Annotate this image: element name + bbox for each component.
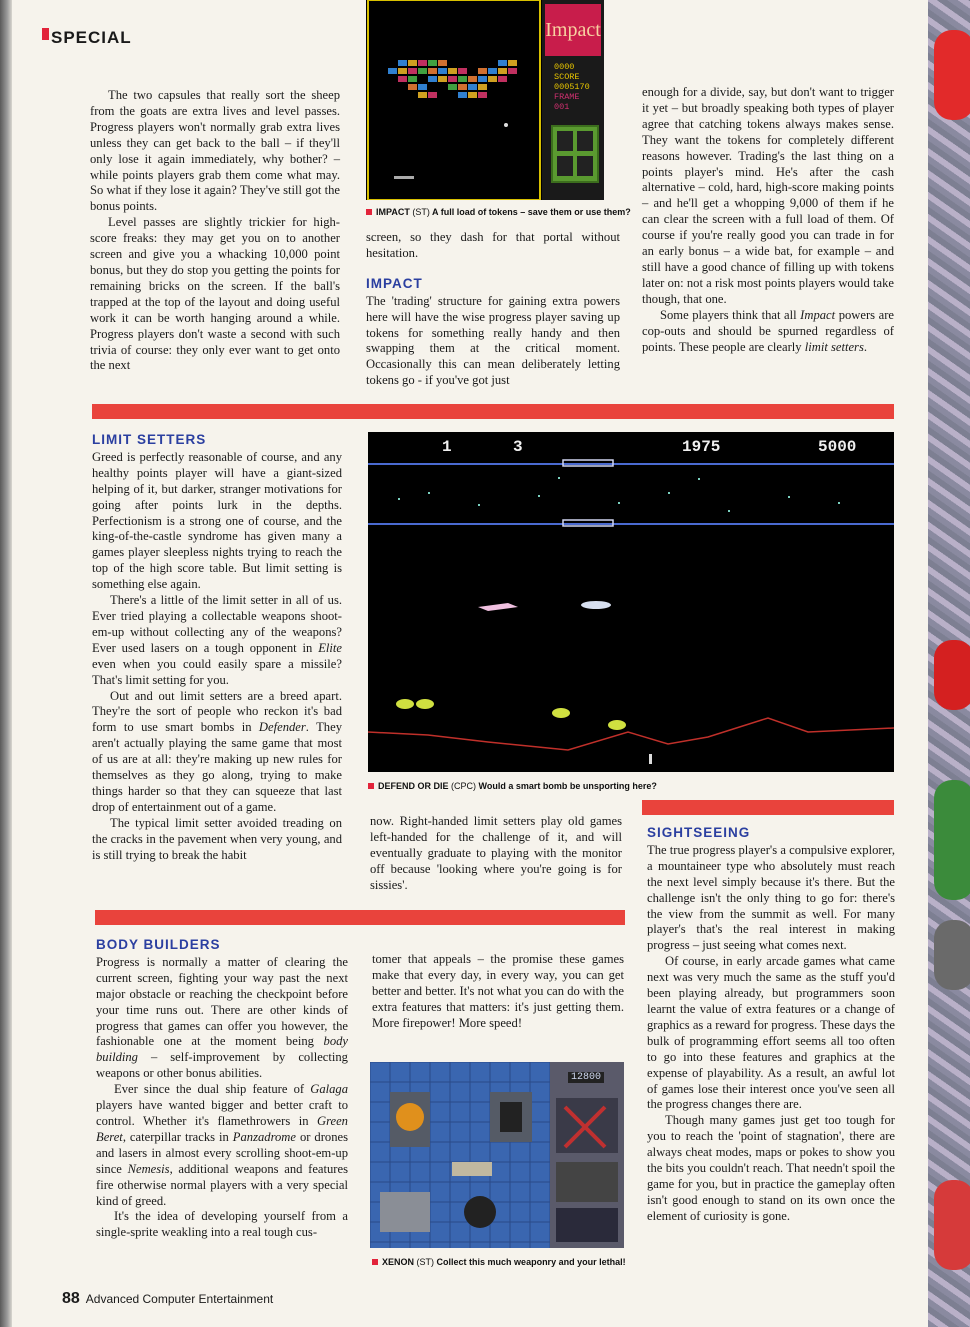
column-limit-setters xyxy=(92,432,342,863)
hud-bombs: 3 xyxy=(513,438,523,456)
column-sightseeing xyxy=(647,825,895,1225)
paragraph: Out and out limit setters are a breed apart. They're the sort of people who reckon it's bad form to use smart bombs in Defender. They aren't actually playing the same game that most of us are at all: they're making up new rules for themselves as they go along, trying to make things harder so that they can squeeze that last drop of entertainment out of a game. xyxy=(92,688,342,814)
paragraph: Level passes are slightly trickier for high-score freaks: they may get you on to another screen and give you a whacking 10,000 point bonus, but they do stop you getting the points for remaining bricks on the screen. If the ball's trapped at the top of the layout and doing useful work it can be worth hanging around a while. Progress players don't waste a second with such trivia of course: they only ever want to get onto the next xyxy=(90,215,340,373)
xenon-score: 12800 xyxy=(568,1072,604,1083)
paragraph: Some players think that all Impact powers are cop-outs and should be spurned regardless of points. These people are clearly limit setters. xyxy=(642,307,894,354)
score-value: 0005170 xyxy=(554,82,590,92)
xenon-caption: XENON (ST) Collect this much weaponry and your lethal! xyxy=(372,1257,626,1267)
paragraph: Progress is normally a matter of clearing the current screen, fighting your way past the next major obstacle or reaching the checkpoint before your time runs out. There are other kinds of progress that games can offer you however, the fashionable one at the moment being body building – self-improvement by collecting weapons or other bonus abilities. xyxy=(96,954,348,1081)
lives-indicator: 0000 xyxy=(554,62,575,72)
defend-or-die-screenshot xyxy=(368,432,894,772)
paragraph: The true progress player's a compulsive explorer, a mountaineer type who absolutely must reach the next level simply because it's there. But the challenge isn't the only thing to go for: there's the view from the summit as well. For many player's that's the real interest in making progress – just seeing what comes next. xyxy=(647,842,895,953)
column-1-top xyxy=(90,88,340,374)
paragraph: The two capsules that really sort the sheep from the goats are extra lives and level passes. Progress players won't normally grab extra lives unless they can get back to the ball – if they'll only lose it again immediately, why bother? – while points players grab them come what may. So what if they lose it again? They've still got the bonus points. xyxy=(90,88,340,214)
paragraph: The typical limit setter avoided treading on the cracks in the pavement when very young, and is still trying to break the habit xyxy=(92,815,342,862)
frame-value: 001 xyxy=(554,102,570,112)
paragraph: Though many games just get too tough for you to reach the 'point of stagnation', there are always cheat modes, maps or pokes to show you the bits you couldn't reach. That needn't spoil the game for you, but in practice the gameplay often isn't good enough to stand on its own once the element of curiosity is gone. xyxy=(647,1113,895,1223)
page-footer xyxy=(62,1290,273,1308)
column-3-top xyxy=(642,85,894,355)
impact-caption: IMPACT (ST) A full load of tokens – save them or use them? xyxy=(366,207,631,217)
hud-high-score: 5000 xyxy=(818,438,857,456)
paragraph: The 'trading' structure for gaining extra powers here will have the wise progress player saving up tokens for something really handy and then swapping them at the critical moment. Occasionally this can mean deliberately letting tokens go - if you've got just xyxy=(366,293,620,388)
impact-screenshot xyxy=(366,0,604,200)
column-2-bottom xyxy=(372,952,624,1032)
page-number: 88 xyxy=(62,1290,80,1307)
score-label: SCORE xyxy=(554,72,580,82)
column-2-middle xyxy=(370,814,622,894)
heading-impact: IMPACT xyxy=(366,275,423,291)
decorative-page-edge xyxy=(928,0,970,1327)
paragraph: screen, so they dash for that portal without hesitation. xyxy=(366,230,620,260)
frame-label: FRAME xyxy=(554,92,580,102)
paragraph: now. Right-handed limit setters play old games left-handed for the challenge of it, and will eventually graduate to playing with the monitor off because 'looking where you're going is for sissies'. xyxy=(370,814,622,892)
column-2-top xyxy=(366,230,620,389)
divider-bar xyxy=(92,404,894,419)
paragraph: enough for a divide, say, but don't want to trigger it yet – but broadly speaking both types of player agree that catching tokens always makes sense. They want the tokens for completely different reasons however. Trading's the last thing on a points player's mind. He's after the cash alternative – cold, hard, high-score making points – and he'll get a whopping 9,000 of them if he can clear the screen with a full load of them. Of course if you're really good you can trade in for an early bonus – a wide bat, for example – and still have a good chance of filling up with tokens later on: not a risk most points players would take though, that one. xyxy=(642,85,894,306)
section-label: SPECIAL xyxy=(42,28,132,48)
hud-score: 1975 xyxy=(682,438,721,456)
hud-lives: 1 xyxy=(442,438,452,456)
heading-body-builders: BODY BUILDERS xyxy=(96,937,221,952)
impact-logo: Impact xyxy=(545,19,601,41)
divider-bar xyxy=(642,800,894,815)
column-body-builders xyxy=(96,937,348,1241)
impact-score-panel xyxy=(554,62,590,112)
paragraph: There's a little of the limit setter in all of us. Ever tried playing a collectable weapons shoot-em-up without collecting any of the weapons? Ever used lasers on a tough opponent in Elite even when you could easily spare a missile? That's limit setting for you. xyxy=(92,593,343,687)
paragraph: Ever since the dual ship feature of Galaga players have wanted bigger and better craft to control. Whether it's flamethrowers in Green Beret, caterpillar tracks in Panzadrome or drones and lasers in almost every scrolling shoot-em-up since Nemesis, additional weapons and features fire otherwise normal players with a very special kind of greed. xyxy=(96,1082,349,1208)
heading-sightseeing: SIGHTSEEING xyxy=(647,825,751,840)
magazine-title: Advanced Computer Entertainment xyxy=(85,1292,274,1306)
paragraph: Greed is perfectly reasonable of course, and any healthy points player will have a giant-sized helping of it, but darker, stranger motivations for going after points lurk in the depths. Perfectionism is a strong one of course, and the king-of-the-castle syndrome has given many a games player sleepless nights trying to reach the top of the high score table. But limit setting is something else again. xyxy=(92,449,342,592)
paragraph: Of course, in early arcade games what came next was very much the same as the stuff you'd been playing already, but programmers soon learnt the value of extra features or a change of graphics as a reward for progress. These days the bulk of programming effort seems all too often to go into these features and graphics at the expense of playability. As a result, an awful lot of games lose their interest once you've seen all the progress changes there are. xyxy=(647,954,895,1112)
paragraph: tomer that appeals – the promise these games make that every day, in every way, you can get better and better. It's not what you can do with the extra features that matters: it's just getting them. More firepower! More speed! xyxy=(372,952,624,1030)
defend-or-die-caption: DEFEND OR DIE (CPC) Would a smart bomb be unsporting here? xyxy=(368,781,657,791)
xenon-screenshot xyxy=(370,1062,624,1248)
heading-limit-setters: LIMIT SETTERS xyxy=(92,432,207,447)
binding-spine xyxy=(0,0,12,1327)
paragraph: It's the idea of developing yourself from a single-sprite weakling into a real tough cus- xyxy=(96,1209,348,1240)
divider-bar xyxy=(95,910,625,925)
